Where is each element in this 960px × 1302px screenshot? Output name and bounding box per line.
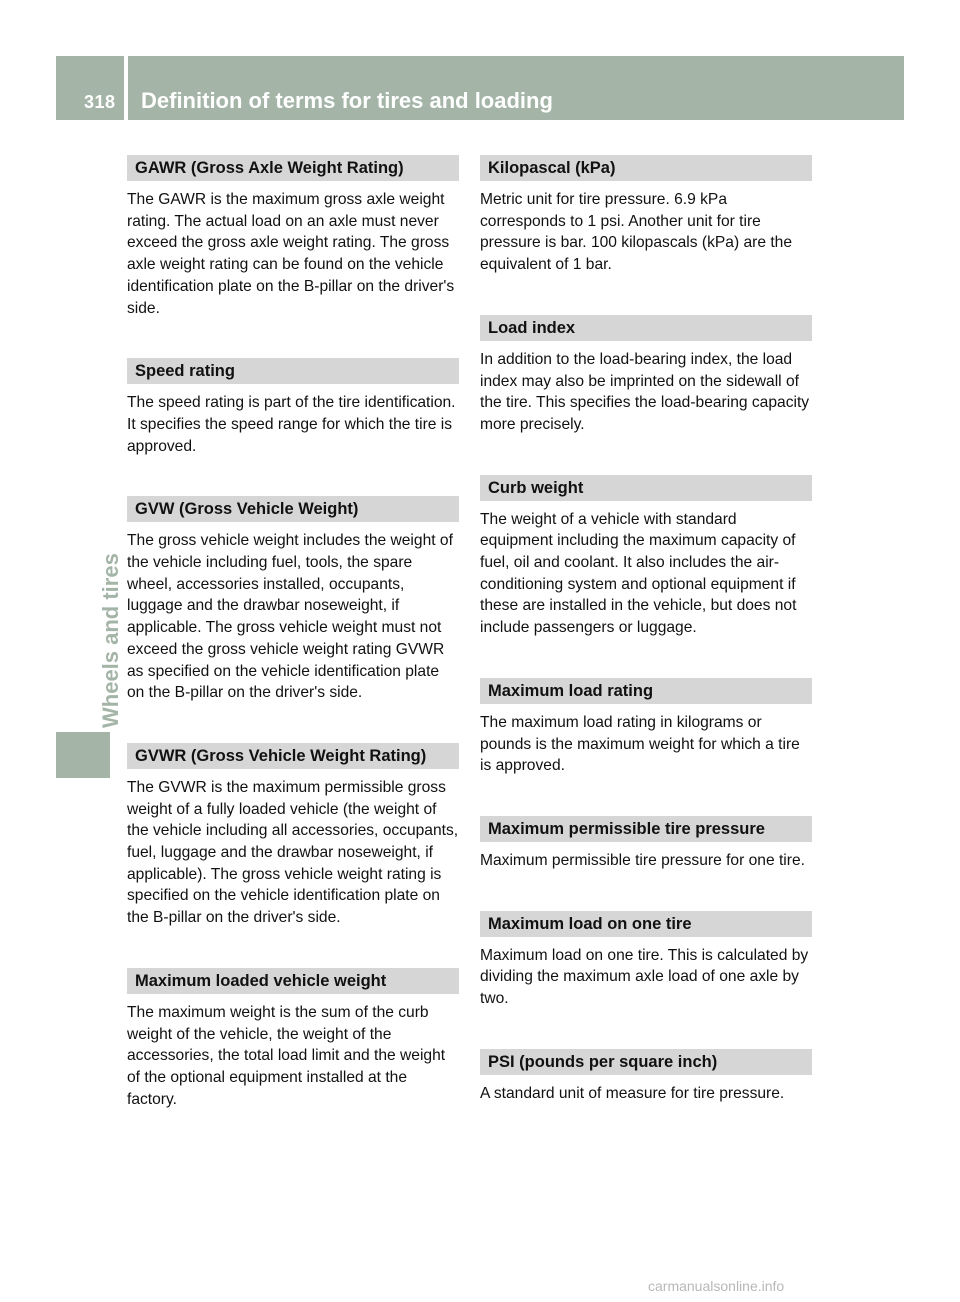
section-heading: GAWR (Gross Axle Weight Rating) [127, 155, 459, 181]
page-title: Definition of terms for tires and loading [141, 88, 553, 113]
section-body: The speed rating is part of the tire identification. It specifies the speed range for which the tire is approved. [127, 394, 456, 455]
header-divider [124, 56, 128, 120]
section-heading: GVW (Gross Vehicle Weight) [127, 496, 459, 522]
section-heading: Curb weight [480, 475, 812, 501]
section-heading: Speed rating [127, 358, 459, 384]
section-load-index [480, 315, 812, 436]
section-heading: Maximum loaded vehicle weight [127, 968, 459, 994]
section-heading: Load index [480, 315, 812, 341]
section-max-loaded-weight [127, 968, 459, 1111]
section-body: The weight of a vehicle with standard equipment including the maximum capacity of fuel, oil and coolant. It also includes the air-conditioning system and optional equipment if these are installed in the vehicle, but does not include passengers or luggage. [480, 510, 797, 637]
side-chapter-tab [56, 732, 110, 778]
section-body: The GAWR is the maximum gross axle weight rating. The actual load on an axle must never exceed the gross axle weight rating. The gross axle weight rating can be found on the vehicle identification plate on the B-pillar on the driver's side. [127, 191, 455, 317]
section-body: Metric unit for tire pressure. 6.9 kPa corresponds to 1 psi. Another unit for tire pressure is bar. 100 kilopascals (kPa) are the equivalent of 1 bar. [480, 191, 793, 274]
section-body: The GVWR is the maximum permissible gross weight of a fully loaded vehicle (the weight of the vehicle including all accessories, occupants, fuel, luggage and the drawbar noseweight, if applicable). The gross vehicle weight rating is specified on the vehicle identification plate on the B-pillar on the driver's side. [127, 778, 459, 927]
section-max-tire-pressure [480, 816, 812, 872]
section-max-load-rating [480, 678, 812, 777]
section-body: The gross vehicle weight includes the weight of the vehicle including fuel, tools, the spare wheel, accessories installed, occupants, luggage and the drawbar noseweight, if applicable. The gross vehicle weight must not exceed the gross vehicle weight rating GVWR as specified on the vehicle identification plate on the B-pillar on the driver's side. [127, 532, 453, 702]
section-kilopascal [480, 155, 812, 276]
section-curb-weight [480, 475, 812, 639]
side-chapter-label: Wheels and tires [98, 553, 123, 728]
section-body: Maximum load on one tire. This is calculated by dividing the maximum axle load of one axle by two. [480, 946, 809, 1008]
section-psi [480, 1049, 812, 1105]
section-heading: GVWR (Gross Vehicle Weight Rating) [127, 743, 459, 769]
section-heading: Kilopascal (kPa) [480, 155, 812, 181]
section-heading: Maximum permissible tire pressure [480, 816, 812, 842]
left-column [127, 155, 459, 1149]
section-heading: PSI (pounds per square inch) [480, 1049, 812, 1075]
section-body: The maximum load rating in kilograms or pounds is the maximum weight for which a tire is approved. [480, 713, 800, 775]
section-heading: Maximum load rating [480, 678, 812, 704]
watermark: carmanualsonline.info [648, 1278, 785, 1294]
page-number: 318 [84, 92, 116, 112]
section-max-load-one-tire [480, 911, 812, 1010]
section-gawr [127, 155, 459, 319]
section-body: Maximum permissible tire pressure for one tire. [480, 851, 805, 869]
section-speed-rating [127, 358, 459, 457]
section-body: A standard unit of measure for tire pressure. [480, 1084, 785, 1102]
section-gvwr [127, 743, 459, 929]
section-gvw [127, 496, 459, 704]
right-column [480, 155, 812, 1143]
section-body: In addition to the load-bearing index, the load index may also be imprinted on the sidewall of the tire. This specifies the load-bearing capacity more precisely. [480, 350, 810, 433]
section-body: The maximum weight is the sum of the curb weight of the vehicle, the weight of the accessories, the total load limit and the weight of the optional equipment installed at the factory. [127, 1003, 446, 1108]
section-heading: Maximum load on one tire [480, 911, 812, 937]
